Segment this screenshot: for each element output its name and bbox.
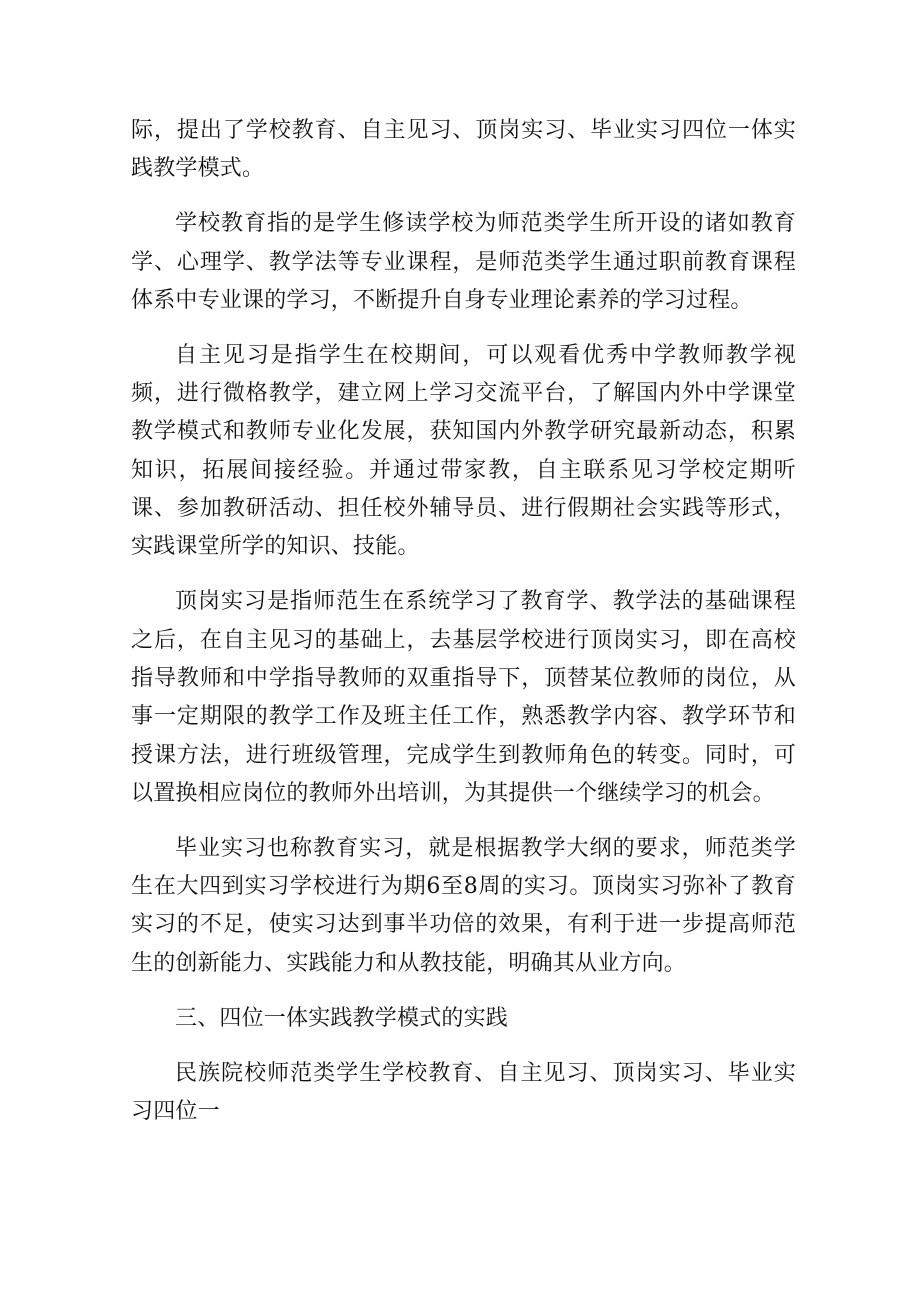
paragraph-self-observation: 自主见习是指学生在校期间，可以观看优秀中学教师教学视频，进行微格教学，建立网上学习交流平台，了解国内外中学课堂教学模式和教师专业化发展，获知国内外教学研究最新动态，积累知识，拓展间接经验。并通过带家教，自主联系见习学校定期听课、参加教研活动、担任校外辅导员、进行假期社会实践等形式，实践课堂所学的知识、技能。: [131, 342, 796, 560]
document-body: [131, 112, 796, 1148]
paragraph-post-internship: 顶岗实习是指师范生在系统学习了教育学、教学法的基础课程之后，在自主见习的基础上，去基层学校进行顶岗实习，即在高校指导教师和中学指导教师的双重指导下，顶替某位教师的岗位，从事一定期限的教学工作及班主任工作，熟悉教学内容、教学环节和授课方法，进行班级管理，完成学生到教师角色的转变。同时，可以置换相应岗位的教师外出培训，为其提供一个继续学习的机会。: [131, 589, 796, 806]
paragraph-trailing: 民族院校师范类学生学校教育、自主见习、顶岗实习、毕业实习四位一: [131, 1060, 796, 1124]
paragraph-continuation: 际，提出了学校教育、自主见习、顶岗实习、毕业实习四位一体实践教学模式。: [131, 118, 796, 182]
paragraph-graduation-internship: 毕业实习也称教育实习，就是根据教学大纲的要求，师范类学生在大四到实习学校进行为期6至8周的实习。顶岗实习弥补了教育实习的不足，使实习达到事半功倍的效果，有利于进一步提高师范生的创新能力、实践能力和从教技能，明确其从业方向。: [131, 835, 796, 976]
section-heading: 三、四位一体实践教学模式的实践: [175, 1005, 509, 1031]
paragraph-school-education: 学校教育指的是学生修读学校为师范类学生所开设的诸如教育学、心理学、教学法等专业课程，是师范类学生通过职前教育课程体系中专业课的学习，不断提升自身专业理论素养的学习过程。: [131, 211, 796, 313]
